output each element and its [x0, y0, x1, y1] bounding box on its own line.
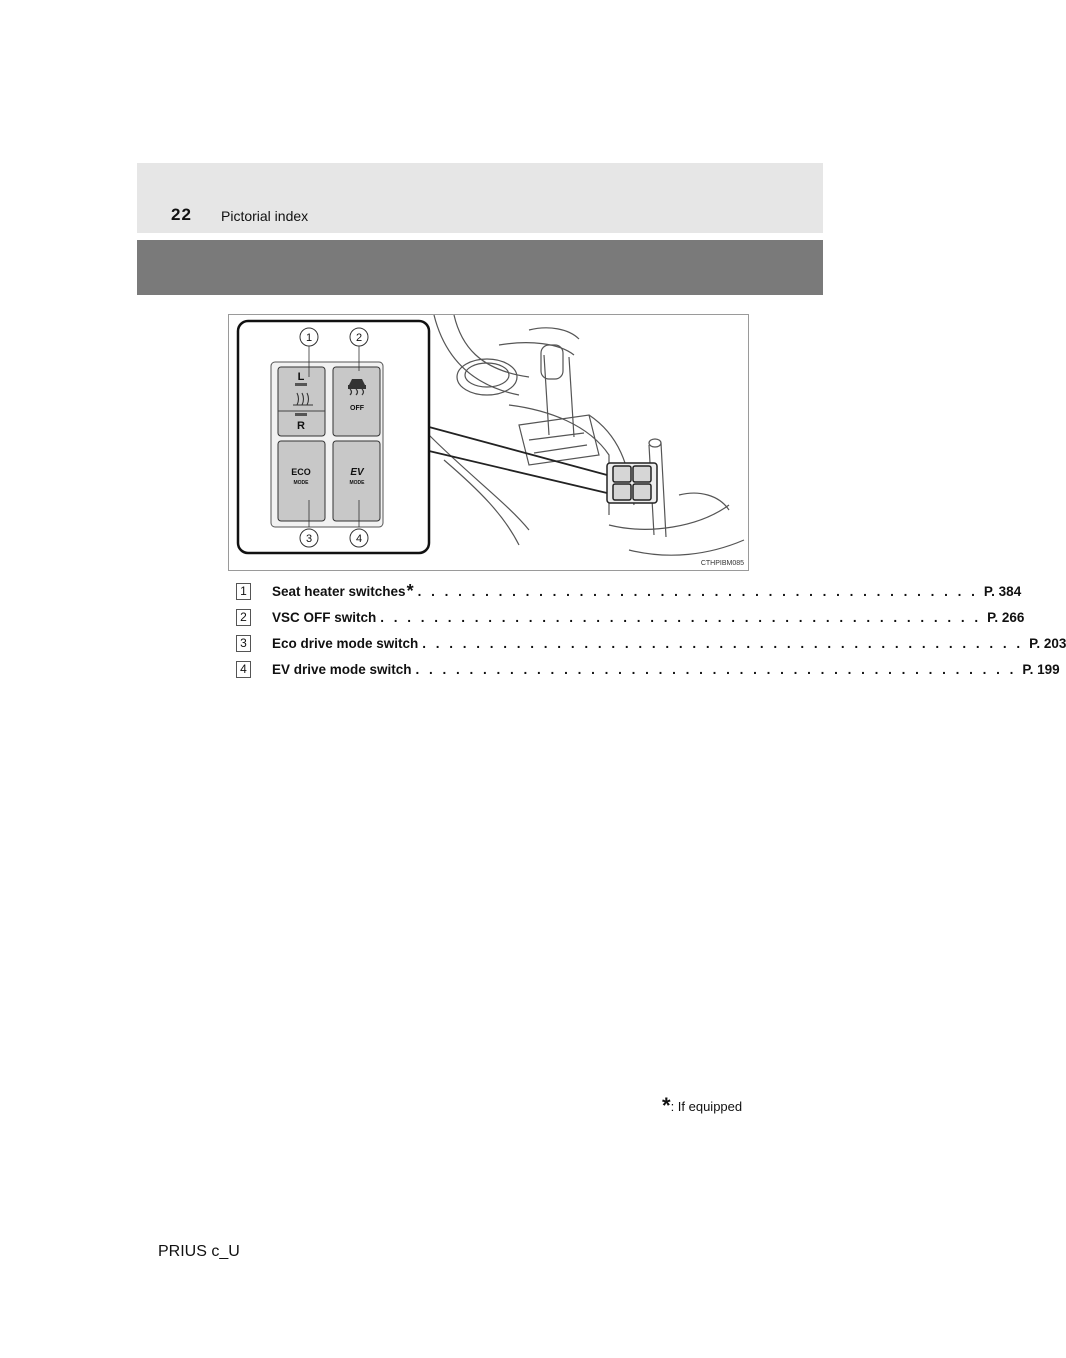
- section-grey-bar: [137, 240, 823, 295]
- ev-mode-switch: [333, 441, 380, 521]
- page-reference-link[interactable]: P. 384: [983, 583, 1022, 599]
- seat-heater-switch: [278, 367, 325, 436]
- page-reference-link[interactable]: P. 266: [987, 609, 1025, 625]
- item-number-box: 4: [236, 661, 251, 678]
- item-label: VSC OFF switch: [272, 609, 377, 625]
- index-list: [236, 578, 1066, 682]
- item-label: EV drive mode switch: [272, 661, 412, 677]
- section-title: Pictorial index: [221, 208, 309, 224]
- item-number-box: 1: [236, 583, 251, 600]
- vsc-off-switch: [333, 367, 380, 436]
- console-switch-cluster: [607, 463, 657, 503]
- page-reference-link[interactable]: P. 203: [1029, 635, 1066, 651]
- ev-mode-label: MODE: [349, 480, 365, 486]
- console-switch-illustration: [228, 314, 749, 571]
- leader-dots: . . . . . . . . . . . . . . . . . . . . . . . . . . . . . . . . . . . . . . . . . . . . .: [380, 609, 982, 625]
- footnote-text: : If equipped: [670, 1099, 743, 1114]
- page-reference-link[interactable]: P. 199: [1022, 661, 1060, 677]
- footer-model-code: PRIUS c_U: [158, 1243, 240, 1260]
- leader-dots: . . . . . . . . . . . . . . . . . . . . . . . . . . . . . . . . . . . . . . . . . . . . .: [415, 661, 1017, 677]
- index-item[interactable]: [236, 630, 1066, 656]
- ev-label: EV: [350, 467, 364, 478]
- illustration-drawing: [229, 315, 750, 572]
- figure-code: CTHPIBM085: [700, 560, 744, 567]
- page-number: 22: [171, 205, 192, 224]
- footnote: [662, 1093, 742, 1119]
- callout-number-2: 2: [355, 332, 363, 344]
- index-item[interactable]: [236, 604, 1025, 630]
- seat-left-label: L: [297, 371, 305, 383]
- item-label: Eco drive mode switch: [272, 635, 419, 651]
- item-asterisk: *: [406, 580, 414, 601]
- item-label: Seat heater switches: [272, 583, 406, 599]
- eco-label: ECO: [291, 467, 311, 477]
- vsc-off-label: OFF: [350, 405, 364, 412]
- index-item[interactable]: [236, 578, 1022, 604]
- center-console-sketch: [429, 315, 744, 555]
- callout-number-3: 3: [305, 533, 313, 545]
- footnote-asterisk: *: [662, 1093, 671, 1118]
- leader-dots: . . . . . . . . . . . . . . . . . . . . . . . . . . . . . . . . . . . . . . . . . .: [417, 583, 978, 599]
- seat-right-label: R: [297, 420, 305, 432]
- callout-number-1: 1: [305, 332, 313, 344]
- leader-dots: . . . . . . . . . . . . . . . . . . . . . . . . . . . . . . . . . . . . . . . . . . . . .: [422, 635, 1024, 651]
- index-item[interactable]: [236, 656, 1060, 682]
- item-number-box: 2: [236, 609, 251, 626]
- eco-mode-switch: [278, 441, 325, 521]
- item-number-box: 3: [236, 635, 251, 652]
- eco-mode-label: MODE: [293, 480, 309, 486]
- callout-number-4: 4: [355, 533, 363, 545]
